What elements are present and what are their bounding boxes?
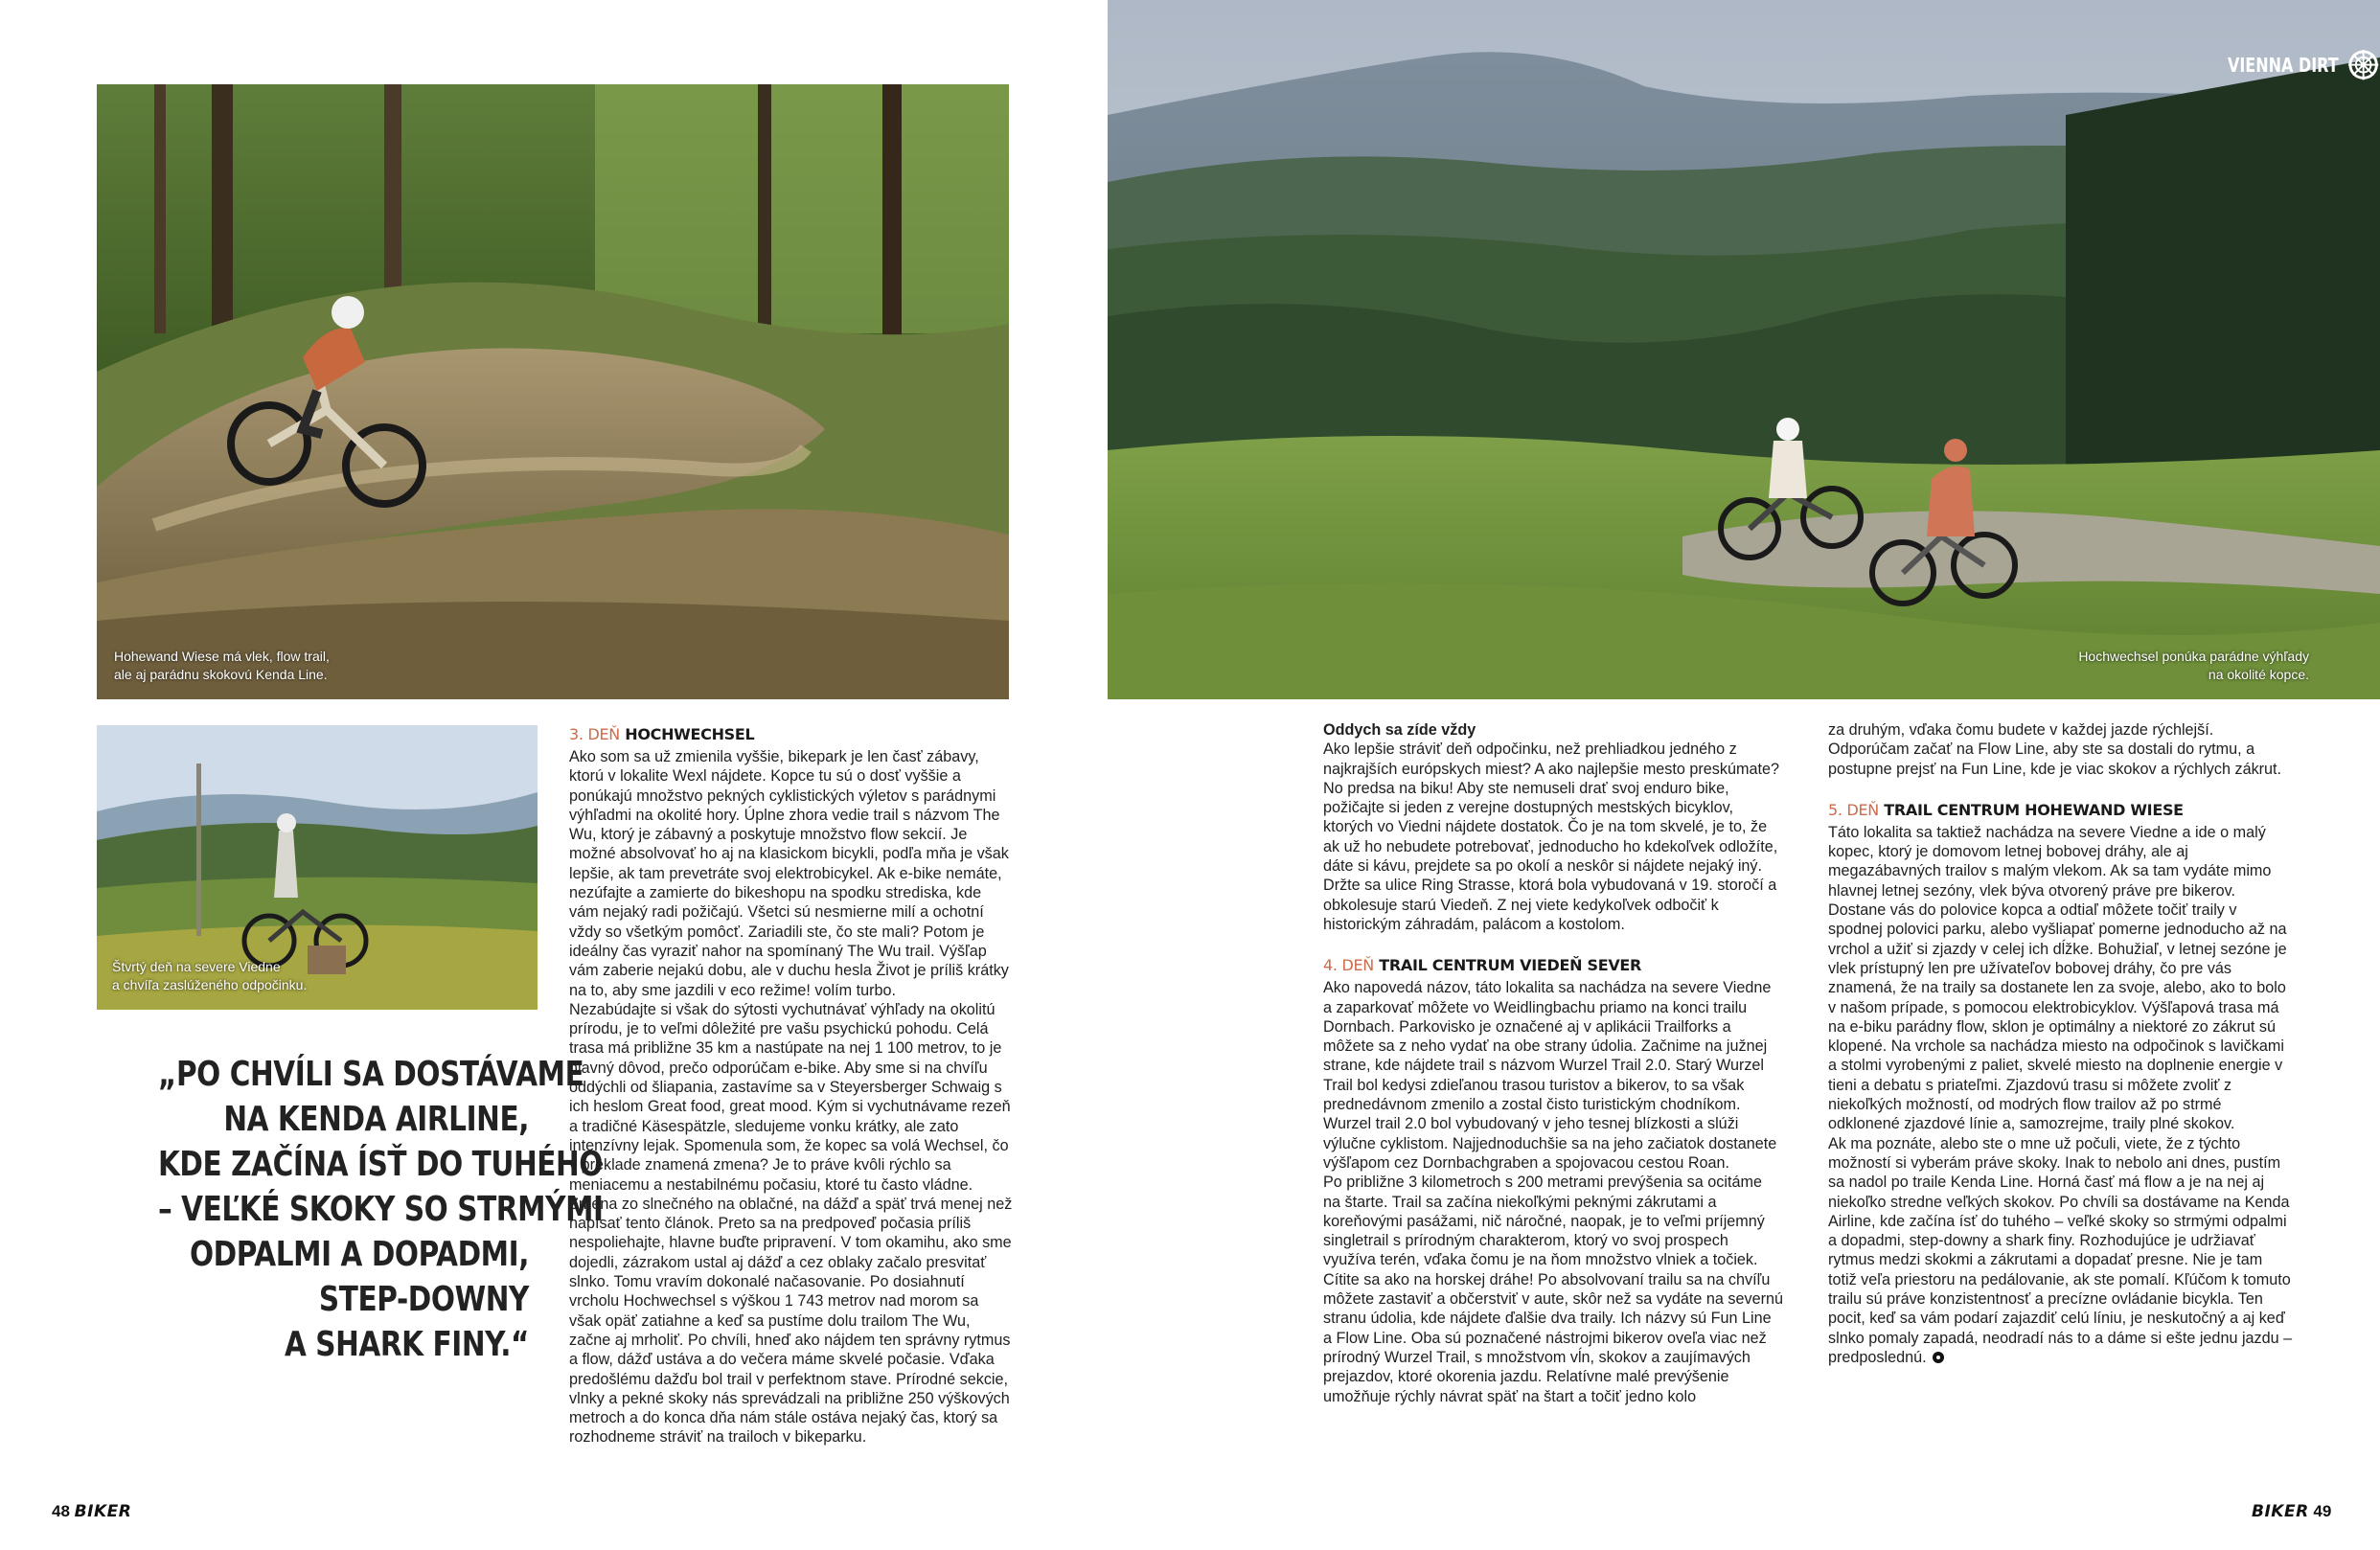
magazine-logo: BIKER — [2252, 1502, 2309, 1521]
page-number: 48 — [52, 1502, 70, 1520]
pull-quote-line: – VEĽKÉ SKOKY SO STRMÝMI — [157, 1190, 604, 1229]
section-heading — [569, 724, 1015, 745]
pull-quote-line: ODPALMI A DOPADMI, — [189, 1235, 530, 1274]
section-number: 5. DEŇ — [1828, 800, 1879, 819]
photo-rider-resting — [97, 725, 538, 1010]
body-paragraph: za druhým, vďaka čomu budete v každej jazde rýchlejší. Odporúčam začať na Flow Line, aby ste sa dostali do rytmu, a postupne prejsť na Fun Line, kde je viac skokov a rýchlych zákrut. — [1828, 721, 2282, 778]
photo-pumptrack-forest — [97, 84, 1009, 699]
section-heading — [1323, 955, 1783, 976]
section-title: HOCHWECHSEL — [625, 725, 755, 743]
folio-left — [52, 1502, 131, 1521]
folio-right — [2252, 1502, 2331, 1521]
section-heading — [1828, 800, 2293, 821]
body-paragraph: Po približne 3 kilometroch s 200 metrami prevýšenia sa ocitáme na štarte. Trail sa začína niekoľkými peknými zákrutami a koreňovými pasážami, nič náročné, naopak, je to veľmi príjemný singletrail s prírodným charakterom, ktorý vo svoj prospech využíva terén, vďaka čomu je na ňom množstvo vlniek a točiek. Cítite sa ako na horskej dráhe! Po absolvovaní trailu sa na chvíľu môžete zastaviť a občerstviť v aute, skôr než sa vydáte na severnú stranu údolia, kde nájdete ďalšie dva traily. Ich názvy sú Fun Line a Flow Line. Oba sú poznačené nástrojmi bikerov oveľa viac než prírodný Wurzel Trail, s množstvom vĺn, skokov a zaujímavých prejazdov, ktoré okorenia jazdu. Relatívne malé prevýšenie umožňuje rýchly návrat späť na štart a točiť jedno kolo — [1323, 1174, 1784, 1405]
body-paragraph-last — [1828, 1134, 2293, 1368]
body-text: Ak ma poznáte, alebo ste o mne už počuli, viete, že z týchto možností si vyberám práve skoky. Inak to nebolo ani dnes, pustím sa nadol po traile Kenda Line. Horná časť má flow a je na nej aj niekoľko stredne veľkých skokov. Po chvíli sa dostávame na Kenda Airline, kde začína ísť do tuhého – veľké skoky so strmými odpalmi a dopadmi, step-downy a shark finy. Rozhodujúce je udržiavať rytmus medzi skokmi a zákrutami a dopadať presne. Nie je tam totiž veľa priestoru na pedálovanie, ak ste pomalí. Kľúčom k tomuto trailu sú práve konzistentnosť a precízne ovládanie bicykla. Ten pocit, keď sa vám podarí zajazdiť celú líniu, je neskutočný a aj keď slnko pomaly zapadá, neodradí nás to a dáme si ešte jednu jazdu – predposlednú. — [1828, 1134, 2293, 1366]
gear-globe-icon — [2346, 48, 2380, 81]
magazine-logo: BIKER — [74, 1502, 132, 1521]
caption-line: na okolité kopce. — [2208, 667, 2309, 682]
caption-line: ale aj parádnu skokovú Kenda Line. — [114, 667, 328, 682]
body-paragraph: Ako som sa už zmienila vyššie, bikepark je len časť zábavy, ktorú v lokalite Wexl nájdete. Kopce tu sú o dosť vyššie a ponúkajú množstvo pekných cyklistických výletov s parádnymi výhľadmi na okolité hory. Úplne zhora vedie trail s názvom The Wu, ktorý je zábavný a poskytuje množstvo flow sekcií. Je možné absolvovať ho aj na klasickom bicykli, podľa mňa je však lepšie, ak tam prevetráte svoj elektrobicykel. Ak e-bike nemáte, nezúfajte a zamierte do bikeshopu na spodku strediska, kde vám nejaký radi požičajú. Všetci sú nesmierne milí a ochotní vždy so všetkým pomôcť. Zariadili ste, čo ste mali? Potom je ideálny čas vyraziť nahor na spomínaný The Wu trail. Výšľap vám zaberie nejakú dobu, ale v duchu hesla Život je príliš krátky na to, aby sme jazdili v eco režime! volím turbo. — [569, 748, 1009, 999]
brand-text: VIENNA DIRT — [2227, 53, 2339, 77]
photo-mountain-panorama — [1108, 0, 2380, 699]
body-paragraph: Nezabúdajte si však do sýtosti vychutnávať výhľady na okolitú prírodu, je to veľmi dôležité pre vašu psychickú pohodu. Celá trasa má približne 35 km a nastúpate na nej 1 100 metrov, to je hlavný dôvod, prečo odporúčam e-bike. Aby sme si na chvíľu oddýchli od šliapania, zastavíme sa v Steyersberger Schwaig s ich heslom Great food, great mood. Kým si vychutnávame rezeň a tradičné Käsespätzle, sledujeme vonku krátky, ale zato intenzívny lejak. Spomenula som, že kopec sa volá Wechsel, čo v preklade znamená zmena? Je to práve kvôli rýchlo sa meniacemu a nestabilnému počasiu, ktoré tu často vládne. Zmena zo slnečného na oblačné, na dážď a späť trvá menej než napísať tento článok. Preto sa na predpoveď počasia príliš nespoliehajte, hlavne buďte pripravení. V tom okamihu, ako sme dojedli, zázrakom ustal aj dážď a cez oblaky začalo presvitať slnko. Tomu vravím dokonalé načasovanie. Po dosiahnutí vrcholu Hochwechsel s výškou 1 743 metrov nad morom sa však opäť zatiahne a keď sa pustíme dolu trailom The Wu, začne aj mrholiť. Po chvíli, hneď ako nájdem ten správny rytmus a flow, dážď ustáva a do večera máme skvelé počasie. Vďaka predošlému dažďu bol trail v perfektnom stave. Prírodné sekcie, vlnky a pekné skoky nás sprevádzali na približne 250 výškových metroch a do konca dňa nám stále ostáva nejaký čas, ktorý sa rozhodneme stráviť na trailoch v bikeparku. — [569, 1000, 1013, 1447]
body-paragraph: Ako napovedá názov, táto lokalita sa nachádza na severe Viedne a zaparkovať môžete vo Weidlingbachu priamo na konci trailu Dornbach. Parkovisko je označené aj v aplikácii Trailforks a môžete sa z neho vydať na obe strany údolia. Začnime na južnej strane, kde nájdete trail s názvom Wurzel Trail 2.0. Starý Wurzel Trail bol kedysi zdieľanou trasou turistov a bikerov, to sa však prednedávnom zmenilo a zostal čisto turistickým chodníkom. Wurzel trail 2.0 bol vybudovaný v jeho tesnej blízkosti a slúži výlučne cyklistom. Najjednoduchšie sa na jeho začiatok dostanete výšľapom cez Dornbachgraben a spojovacou cestou Roan. — [1323, 979, 1777, 1172]
sidebar-heading: Oddych sa zíde vždy — [1323, 721, 1476, 739]
caption-line: a chvíľa zaslúženého odpočinku. — [112, 977, 308, 992]
caption-line: Hochwechsel ponúka parádne výhľady — [2078, 649, 2309, 664]
section-number: 3. DEŇ — [569, 725, 620, 743]
article-column-2 — [1323, 720, 1783, 1406]
pull-quote-line: A SHARK FINY.“ — [284, 1325, 529, 1364]
pull-quote-line: KDE ZAČÍNA ÍSŤ DO TUHÉHO — [157, 1145, 603, 1184]
pull-quote — [157, 1052, 604, 1367]
pull-quote-line: NA KENDA AIRLINE, — [223, 1100, 529, 1139]
body-paragraph: Ako lepšie stráviť deň odpočinku, než prehliadkou jedného z najkrajších európskych miest? A ako najlepšie mesto preskúmate? No predsa na biku! Aby ste nemuseli drať svoj enduro bike, požičajte si jeden z verejne dostupných mestských bicyklov, ktorých vo Viedni nájdete dostatok. Čo je na tom skvelé, je to, že ak už ho nebudete potrebovať, jednoducho ho kdekoľvek odložíte, dáte si kávu, prejdete sa po okolí a neskôr si nájdete nejaký iný. Držte sa ulice Ring Strasse, ktorá bola vybudovaná v 19. storočí a obkolesuje starú Viedeň. Z nej viete kedykoľvek odbočiť k historickým záhradám, palácom a kostolom. — [1323, 741, 1779, 933]
page-number: 49 — [2313, 1502, 2332, 1520]
photo-caption — [2078, 648, 2309, 684]
section-number: 4. DEŇ — [1323, 956, 1374, 975]
caption-line: Hohewand Wiese má vlek, flow trail, — [114, 649, 330, 664]
article-column-3 — [1828, 720, 2293, 1367]
section-title: TRAIL CENTRUM HOHEWAND WIESE — [1884, 800, 2184, 819]
caption-line: Štvrtý deň na severe Viedne — [112, 959, 281, 974]
end-of-article-icon — [1933, 1352, 1944, 1363]
pull-quote-line: „PO CHVÍLI SA DOSTÁVAME — [157, 1055, 584, 1094]
body-paragraph: Táto lokalita sa taktiež nachádza na severe Viedne a ide o malý kopec, ktorý je domovom letnej bobovej dráhy, ale aj megazábavných trailov s malým vlekom. Ak sa tam vydáte mimo hlavnej letnej sezóny, vlek býva otvorený práve pre bikerov. Dostane vás do polovice kopca a odtiaľ môžete točiť traily v spodnej polovici parku, alebo vyšliapať pomerne jednoducho až na vrchol a užiť si zjazdy v celej ich dĺžke. Bohužiaľ, v letnej sezóne je vlek prístupný len pre užívateľov bobovej dráhy, čo pre vás znamená, že na traily sa dostanete len za svoje, alebo, ako to bolo v našom prípade, s pomocou elektrobicyklov. Výšľapová trasa má na e-biku parádny flow, sklon je optimálny a niektoré zo zákrut sú klopené. Na vrchole sa nachádza miesto na odpočinok s lavičkami a stolmi vyrobenými z paliet, skvelé miesto na doplnenie energie v tieni a debatu s priateľmi. Zjazdovú trasu si môžete zvoliť z niekoľkých možností, od modrých flow trailov až po strmé odklonené zjazdové línie a, samozrejme, traily plné skokov. — [1828, 823, 2287, 1133]
photo-caption — [112, 958, 307, 994]
pull-quote-line: STEP-DOWNY — [318, 1280, 529, 1319]
photo-caption — [114, 648, 330, 684]
section-title: TRAIL CENTRUM VIEDEŇ SEVER — [1379, 956, 1642, 975]
article-column-1 — [569, 724, 1015, 1447]
brand-mark — [2200, 48, 2380, 81]
